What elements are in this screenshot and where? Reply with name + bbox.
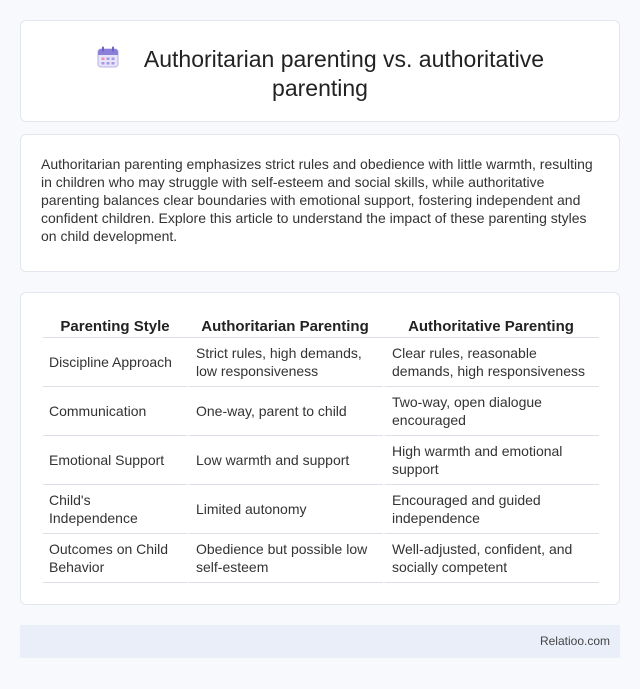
authoritarian-cell: One-way, parent to child: [187, 387, 383, 436]
authoritative-cell: Well-adjusted, confident, and socially competent: [383, 534, 599, 583]
authoritative-cell: Clear rules, reasonable demands, high responsiveness: [383, 338, 599, 387]
row-label: Outcomes on Child Behavior: [43, 534, 187, 583]
table-row: [43, 485, 599, 534]
row-label: Emotional Support: [43, 436, 187, 485]
header-parenting-style: Parenting Style: [43, 316, 187, 338]
table-row: [43, 436, 599, 485]
footer-site-link[interactable]: Relatioo.com: [539, 634, 610, 648]
header-authoritative: Authoritative Parenting: [383, 316, 599, 338]
row-label: Discipline Approach: [43, 338, 187, 387]
table-header-row: [43, 316, 599, 338]
authoritarian-cell: Limited autonomy: [187, 485, 383, 534]
authoritarian-cell: Low warmth and support: [187, 436, 383, 485]
title-card: [20, 20, 620, 122]
row-label: Child's Independence: [43, 485, 187, 534]
table-row: [43, 338, 599, 387]
authoritative-cell: Two-way, open dialogue encouraged: [383, 387, 599, 436]
comparison-table: [43, 316, 599, 583]
header-authoritarian: Authoritarian Parenting: [187, 316, 383, 338]
comparison-card: [20, 292, 620, 605]
authoritarian-cell: Strict rules, high demands, low responsiveness: [187, 338, 383, 387]
table-row: [43, 534, 599, 583]
page-title-wrap: [21, 45, 619, 103]
authoritarian-cell: Obedience but possible low self-esteem: [187, 534, 383, 583]
authoritative-cell: Encouraged and guided independence: [383, 485, 599, 534]
calendar-icon: [96, 45, 120, 69]
intro-card: [20, 134, 620, 272]
row-label: Communication: [43, 387, 187, 436]
table-row: [43, 387, 599, 436]
authoritative-cell: High warmth and emotional support: [383, 436, 599, 485]
intro-paragraph: Authoritarian parenting emphasizes strict rules and obedience with little warmth, resulting in children who may struggle with self-esteem and social skills, while authoritative parenting balances clear boundaries with emotional support, fostering independent and confident children. Explore this article to understand the impact of these parenting styles on child development.: [41, 156, 593, 244]
page-title: Authoritarian parenting vs. authoritative parenting: [143, 46, 545, 101]
footer-bar: [20, 625, 620, 658]
